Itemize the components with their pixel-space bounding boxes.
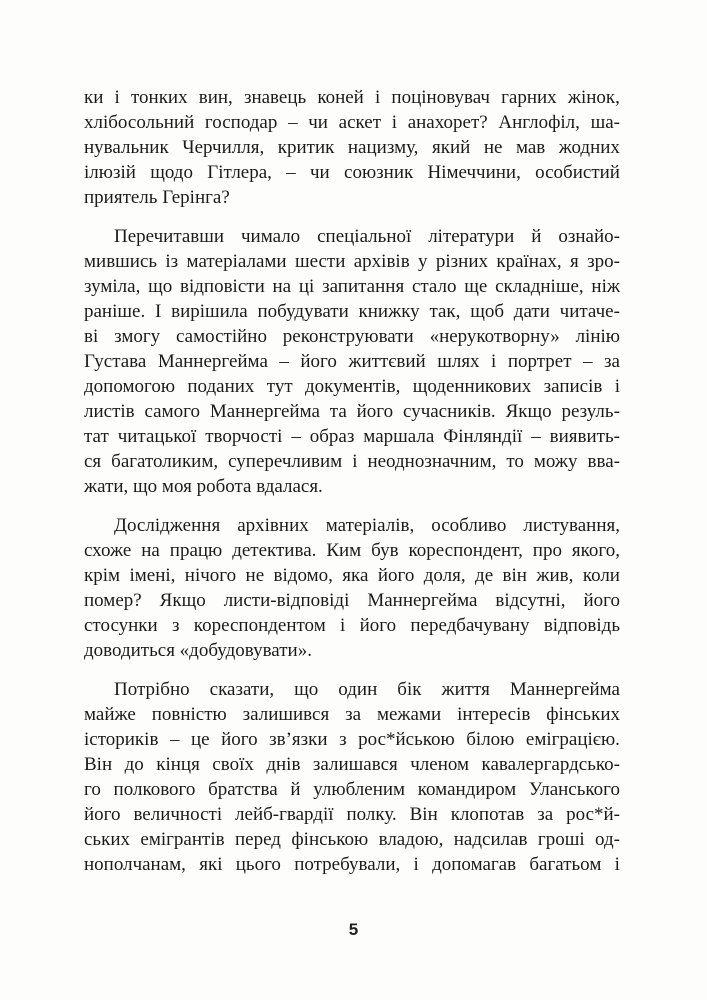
paragraph [84,513,620,663]
text-line: стосунки з кореспондентом і його передбачувану відповідь [84,615,620,636]
text-line: помер? Якщо листи-відповіді Маннергейма відсутні, його [84,590,620,611]
text-line: го полкового братства й улюбленим командиром Уланського [84,779,620,800]
text-line: ві змогу самостійно реконструювати «нерукотворну» лінію [84,326,620,347]
text-line: Перечитавши чимало спеціальної літератури й ознайо- [114,226,620,247]
text-line: хлібосольний господар – чи аскет і анахорет? Англофіл, ша- [84,112,620,133]
text-line: листів самого Маннергейма та його сучасників. Якщо резуль- [84,401,620,422]
text-line: тат читацької творчості – образ маршала Фінляндії – виявить- [84,426,620,447]
text-line: істориків – це його зв’язки з рос*йською білою еміграцією. [84,729,620,750]
text-line: Потрібно сказати, що один бік життя Маннергейма [114,679,620,700]
text-line: схоже на працю детектива. Ким був кореспондент, про якого, [84,540,620,561]
text-column [84,85,620,877]
text-line: мившись із матеріалами шести архівів у різних країнах, я зро- [84,251,620,272]
text-line: його величності лейб-гвардії полку. Він клопотав за рос*й- [84,804,620,825]
paragraph [84,85,620,210]
paragraph [84,224,620,499]
text-line: Дослідження архівних матеріалів, особливо листування, [114,515,620,536]
text-line: ських емігрантів перед фінською владою, надсилав гроші од- [84,829,620,850]
text-line: Він до кінця своїх днів залишався членом кавалергардсько- [84,754,620,775]
page-number: 5 [348,920,359,939]
text-line: ся багатоликим, суперечливим і неоднозначним, то можу вва- [84,451,620,472]
text-line: доводиться «добудовувати». [84,640,312,661]
paragraph [84,677,620,877]
text-line: нополчанам, які цього потребували, і допомагав багатьом і [84,854,620,875]
text-line: жати, що моя робота вдалася. [84,476,323,497]
text-line: приятель Герінга? [84,187,230,208]
text-line: нувальник Черчилля, критик нацизму, який не мав жодних [84,137,620,158]
text-line: крім імені, нічого не відомо, яка його доля, де він жив, коли [84,565,620,586]
text-line: раніше. І вирішила побудувати книжку так, щоб дати читаче- [84,301,620,322]
text-line: зуміла, що відповісти на ці запитання стало ще складніше, ніж [84,276,620,297]
text-line: допомогою поданих тут документів, щоденникових записів і [84,376,620,397]
text-line: Густава Маннергейма – його життєвий шлях і портрет – за [84,351,620,372]
text-line: ки і тонких вин, знавець коней і поціновувач гарних жінок, [84,87,620,108]
text-line: майже повністю залишився за межами інтересів фінських [84,704,620,725]
text-line: ілюзій щодо Гітлера, – чи союзник Німеччини, особистий [84,162,620,183]
